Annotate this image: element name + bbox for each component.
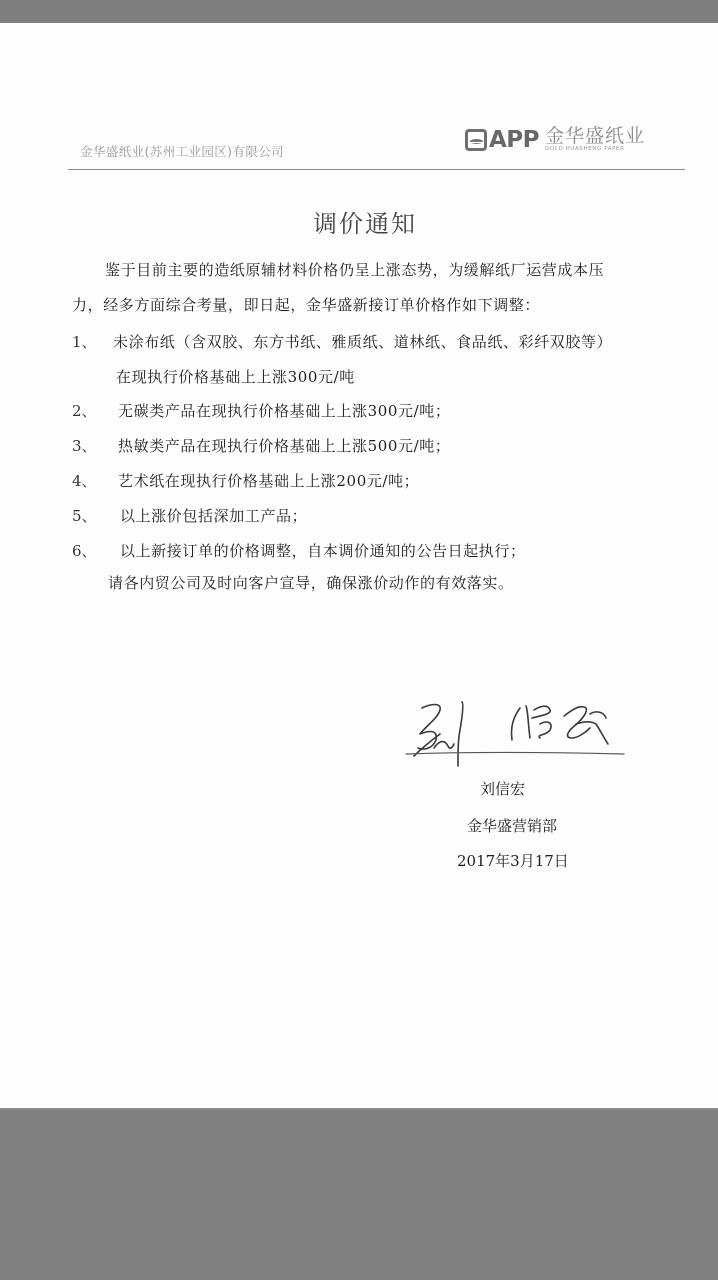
item-4-text: 艺术纸在现执行价格基础上上涨200元/吨； xyxy=(118,472,420,490)
item-1-text-line-1: 未涂布纸（含双胶、东方书纸、雅质纸、道林纸、食品纸、彩纤双胶等） xyxy=(113,333,613,351)
signer-department: 金华盛营销部 xyxy=(467,817,558,835)
notice-title: 调价通知 xyxy=(313,210,417,238)
logo-english-name: GOLD HUASHENG PAPER xyxy=(545,146,625,152)
letterhead-company-name: 金华盛纸业(苏州工业园区)有限公司 xyxy=(80,144,285,159)
signer-name: 刘信宏 xyxy=(480,780,526,798)
item-3-number: 3、 xyxy=(72,437,97,455)
handwritten-signature xyxy=(400,690,630,770)
item-3-text: 热敏类产品在现执行价格基础上上涨500元/吨； xyxy=(118,437,451,455)
logo-chinese-name: 金华盛纸业 xyxy=(545,125,646,147)
item-5-number: 5、 xyxy=(72,507,97,525)
intro-line-2: 力，经多方面综合考量，即日起，金华盛新接订单价格作如下调整： xyxy=(72,296,541,314)
letterhead-divider xyxy=(68,169,685,170)
notice-date: 2017年3月17日 xyxy=(457,852,569,870)
closing-line: 请各内贸公司及时向客户宣导，确保涨价动作的有效落实。 xyxy=(108,574,514,592)
company-logo xyxy=(465,126,645,153)
top-gray-band xyxy=(0,0,718,23)
intro-line-1: 鉴于目前主要的造纸原辅材料价格仍呈上涨态势，为缓解纸厂运营成本压 xyxy=(105,261,605,279)
item-6-number: 6、 xyxy=(72,542,97,560)
logo-name-block xyxy=(545,126,645,153)
item-2-text: 无碳类产品在现执行价格基础上上涨300元/吨； xyxy=(118,402,451,420)
scanned-document-page xyxy=(0,23,718,1108)
logo-brand-text: APP xyxy=(489,126,540,153)
item-1-text-line-2: 在现执行价格基础上上涨300元/吨 xyxy=(116,368,355,386)
item-1-number: 1、 xyxy=(72,333,97,351)
item-4-number: 4、 xyxy=(72,472,97,490)
app-logo-icon xyxy=(465,129,487,151)
item-2-number: 2、 xyxy=(72,402,97,420)
bottom-gray-band xyxy=(0,1108,718,1280)
item-6-text: 以上新接订单的价格调整，自本调价通知的公告日起执行； xyxy=(120,542,526,560)
item-5-text: 以上涨价包括深加工产品； xyxy=(120,507,308,525)
